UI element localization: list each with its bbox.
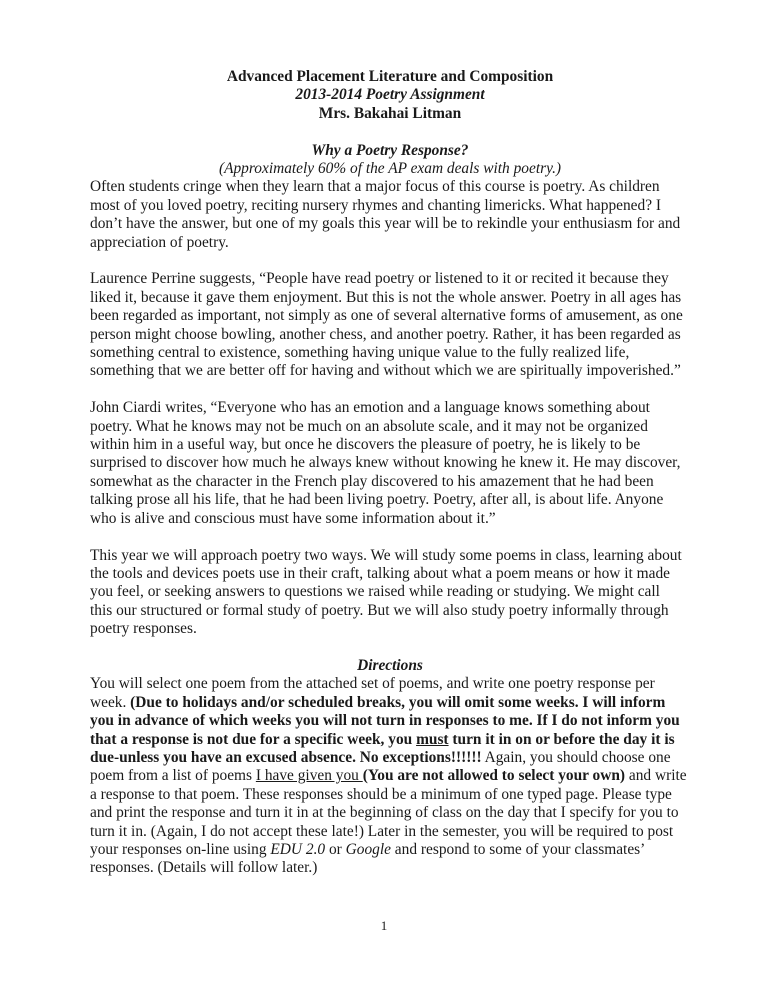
emphasis-run: turn it in on or before the day it is — [448, 730, 675, 748]
paragraph-intro — [90, 178, 690, 252]
paragraph-ciardi-quote — [90, 399, 690, 528]
text-line: most of you loved poetry, reciting nursery rhymes and chanting limericks. What happened? I — [90, 196, 662, 214]
text-run: poem from a list of poems — [90, 767, 256, 785]
text-line: liked it, because it gave them enjoyment. But this is not the whole answer. Poetry in all ages has — [90, 288, 682, 306]
text-line: somewhat as the character in the French play discovered to his amazement that he had been — [90, 472, 654, 490]
text-run: and respond to some of your classmates’ — [390, 840, 646, 858]
underlined-run: I have given you — [255, 767, 363, 785]
text-line — [90, 767, 690, 785]
text-line: Laurence Perrine suggests, “People have read poetry or listened to it or recited it because they — [90, 270, 669, 288]
text-run: your responses on-line using — [90, 840, 271, 858]
emphasis-run: due-unless you have an excused absence. No exceptions!!!!!! — [90, 748, 482, 766]
emphasis-line — [90, 731, 690, 749]
text-run: Again, you should choose one — [481, 748, 671, 766]
text-run: or — [325, 840, 346, 858]
page-number: 1 — [380, 918, 388, 933]
text-line: and print the response and turn it in at the beginning of class on the day that I specify for you to — [90, 804, 679, 822]
section-heading-why: Why a Poetry Response? — [311, 141, 469, 159]
paragraph-two-ways — [90, 547, 690, 639]
text-line: You will select one poem from the attached set of poems, and write one poetry response per — [90, 675, 655, 693]
text-line: person might choose bowling, another chess, and another poetry. Rather, it has been regarded as — [90, 325, 681, 343]
text-line: you feel, or seeking answers to questions we raised while reading or studying. We might call — [90, 583, 660, 601]
course-title: Advanced Placement Literature and Composition — [226, 68, 554, 85]
text-line: turn it in. (Again, I do not accept these late!) Later in the semester, you will be required to post — [90, 822, 674, 840]
text-line: a response to that poem. These responses should be a minimum of one typed page. Please type — [90, 785, 672, 803]
paragraph-directions — [90, 675, 690, 877]
text-line: poetry. What he knows may not be much on an absolute scale, and it may not be organized — [90, 417, 648, 435]
paragraph-perrine-quote — [90, 270, 690, 380]
text-line: don’t have the answer, but one of my goals this year will be to rekindle your enthusiasm for and — [90, 215, 681, 233]
text-line: talking prose all his life, that he had been living poetry. Poetry, after all, is about life. Anyone — [90, 491, 664, 509]
text-line: This year we will approach poetry two ways. We will study some poems in class, learning about — [90, 546, 682, 564]
document-page — [90, 68, 690, 878]
text-line — [90, 694, 690, 712]
emphasis-line: you in advance of which weeks you will not turn in responses to me. If I do not inform you — [90, 712, 680, 730]
emphasis-run: (You are not allowed to select your own) — [362, 767, 626, 785]
section-heading-directions: Directions — [357, 656, 423, 674]
text-line: appreciation of poetry. — [90, 233, 229, 251]
text-line: within him in a useful way, but once he discovers the pleasure of poetry, he is likely to be — [90, 436, 641, 454]
section-subheading-why: (Approximately 60% of the AP exam deals with poetry.) — [218, 160, 562, 178]
text-line — [90, 749, 690, 767]
text-line — [90, 841, 690, 859]
italic-run: Google — [345, 840, 391, 858]
text-line: something that we are better off for having and without which we are spiritually impoverished.” — [90, 362, 681, 380]
text-run: and write — [625, 767, 687, 785]
teacher-name: Mrs. Bakahai Litman — [318, 104, 462, 122]
text-line: this our structured or formal study of poetry. But we will also study poetry informally through — [90, 601, 669, 619]
text-line: who is alive and conscious must have some information about it.” — [90, 509, 496, 527]
italic-run: EDU 2.0 — [270, 840, 326, 858]
text-line: the tools and devices poets use in their craft, talking about what a poem means or how it made — [90, 564, 670, 582]
text-run: week. — [90, 693, 131, 711]
text-line: Often students cringe when they learn that a major focus of this course is poetry. As children — [90, 178, 660, 196]
text-line: poetry responses. — [90, 620, 197, 638]
emphasis-run: that a response is not due for a specific week, you — [90, 730, 417, 748]
text-line: John Ciardi writes, “Everyone who has an emotion and a language knows something about — [90, 399, 650, 417]
emphasis-run: (Due to holidays and/or scheduled breaks, you will omit some weeks. I will inform — [130, 693, 666, 711]
assignment-title: 2013-2014 Poetry Assignment — [295, 86, 485, 104]
text-line: something central to existence, something having unique value to the fully realized life, — [90, 344, 630, 362]
text-line: surprised to discover how much he always knew without knowing he knew it. He may discover, — [90, 454, 681, 472]
text-line: been regarded as important, not simply as one of several alternative forms of amusement, as one — [90, 307, 683, 325]
text-line: responses. (Details will follow later.) — [90, 859, 318, 877]
underlined-must: must — [416, 730, 449, 748]
